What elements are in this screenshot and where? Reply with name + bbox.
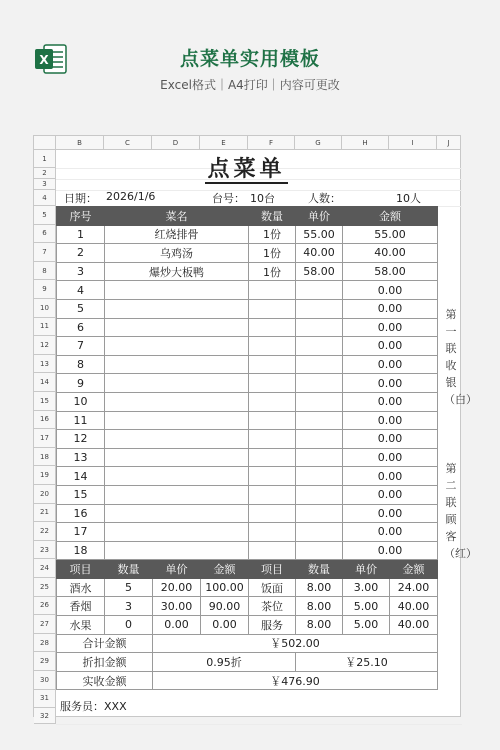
dish-quantity	[249, 541, 296, 560]
extra-value: 0.00	[153, 616, 201, 635]
total-value: ￥502.00	[153, 634, 438, 653]
dish-quantity	[249, 430, 296, 449]
dish-quantity	[249, 411, 296, 430]
row-header: 31	[34, 690, 56, 709]
dish-price	[296, 337, 343, 356]
extra-value: 24.00	[390, 578, 438, 597]
column-title: 数量	[249, 207, 296, 226]
row-header: 17	[34, 429, 56, 448]
dish-name	[105, 504, 249, 523]
column-header: G	[295, 136, 342, 150]
row-header: 15	[34, 392, 56, 411]
dish-amount: 0.00	[343, 374, 438, 393]
extras-header-row	[57, 560, 438, 579]
column-header: I	[389, 136, 437, 150]
menu-row	[57, 485, 438, 504]
item-number: 6	[57, 318, 105, 337]
dish-amount: 0.00	[343, 523, 438, 542]
item-number: 18	[57, 541, 105, 560]
dish-name	[105, 541, 249, 560]
total-row	[57, 634, 438, 653]
menu-row	[57, 392, 438, 411]
item-number: 17	[57, 523, 105, 542]
row-header: 9	[34, 280, 56, 299]
extra-value: 30.00	[153, 597, 201, 616]
item-number: 2	[57, 244, 105, 263]
menu-row	[57, 374, 438, 393]
dish-price	[296, 392, 343, 411]
dish-amount: 0.00	[343, 485, 438, 504]
dish-quantity	[249, 281, 296, 300]
dish-quantity	[249, 392, 296, 411]
row-header: 30	[34, 671, 56, 690]
dish-price: 55.00	[296, 225, 343, 244]
menu-row	[57, 299, 438, 318]
extra-value: 90.00	[201, 597, 249, 616]
column-header: F	[248, 136, 295, 150]
dish-quantity: 1份	[249, 225, 296, 244]
extra-item: 饭面	[249, 578, 296, 597]
column-title: 项目	[57, 560, 105, 579]
dish-name: 红烧排骨	[105, 225, 249, 244]
dish-price	[296, 318, 343, 337]
dish-amount: 40.00	[343, 244, 438, 263]
extra-item: 水果	[57, 616, 105, 635]
column-header: B	[56, 136, 104, 150]
sheet-corner	[34, 136, 56, 150]
extra-item: 香烟	[57, 597, 105, 616]
dish-price: 58.00	[296, 262, 343, 281]
extras-row	[57, 616, 438, 635]
menu-row	[57, 337, 438, 356]
page-subtitle: Excel格式｜A4打印｜内容可更改	[160, 78, 340, 92]
dish-amount: 0.00	[343, 411, 438, 430]
people-count-value: 10人	[396, 192, 421, 205]
extra-value: 3	[105, 597, 153, 616]
menu-row	[57, 262, 438, 281]
dish-amount: 0.00	[343, 504, 438, 523]
menu-row	[57, 448, 438, 467]
row-header: 14	[34, 373, 56, 392]
paid-label: 实收金额	[57, 671, 153, 690]
extra-value: 5	[105, 578, 153, 597]
dish-amount: 0.00	[343, 337, 438, 356]
dish-amount: 0.00	[343, 299, 438, 318]
menu-row	[57, 355, 438, 374]
row-header: 22	[34, 522, 56, 541]
dish-price	[296, 523, 343, 542]
menu-row	[57, 411, 438, 430]
paid-row	[57, 671, 438, 690]
extra-value: 8.00	[296, 578, 343, 597]
dish-price	[296, 430, 343, 449]
extra-value: 5.00	[343, 597, 390, 616]
row-header: 7	[34, 243, 56, 262]
menu-row	[57, 523, 438, 542]
table-number-label: 台号：	[212, 192, 245, 205]
dish-quantity	[249, 318, 296, 337]
column-title: 数量	[105, 560, 153, 579]
extra-item: 茶位	[249, 597, 296, 616]
paid-value: ￥476.90	[153, 671, 438, 690]
row-header: 21	[34, 504, 56, 523]
dish-name	[105, 374, 249, 393]
row-header: 13	[34, 355, 56, 374]
column-header: E	[200, 136, 248, 150]
row-header: 29	[34, 652, 56, 671]
menu-row	[57, 318, 438, 337]
row-header: 11	[34, 318, 56, 337]
row-header: 2	[34, 168, 56, 179]
extra-value: 40.00	[390, 616, 438, 635]
dish-name	[105, 392, 249, 411]
dish-quantity	[249, 504, 296, 523]
dish-amount: 0.00	[343, 430, 438, 449]
column-header: C	[104, 136, 152, 150]
dish-amount: 0.00	[343, 281, 438, 300]
dish-name	[105, 485, 249, 504]
column-title: 数量	[296, 560, 343, 579]
sheet-title: 点菜单	[207, 157, 286, 182]
dish-name	[105, 411, 249, 430]
item-number: 3	[57, 262, 105, 281]
extras-row	[57, 578, 438, 597]
item-number: 13	[57, 448, 105, 467]
row-header: 25	[34, 578, 56, 597]
dish-quantity	[249, 523, 296, 542]
dish-amount: 0.00	[343, 448, 438, 467]
side-note-copy2: 第二联顾客（红）	[444, 462, 477, 560]
row-header: 1	[34, 150, 56, 168]
row-header: 12	[34, 336, 56, 355]
column-header: H	[342, 136, 389, 150]
item-number: 9	[57, 374, 105, 393]
dish-quantity	[249, 485, 296, 504]
dish-name	[105, 355, 249, 374]
dish-price	[296, 374, 343, 393]
item-number: 14	[57, 467, 105, 486]
extra-value: 8.00	[296, 616, 343, 635]
dish-price	[296, 504, 343, 523]
dish-name: 乌鸡汤	[105, 244, 249, 263]
dish-name	[105, 448, 249, 467]
dish-name	[105, 337, 249, 356]
svg-text:X: X	[39, 53, 49, 67]
dish-name	[105, 281, 249, 300]
dish-quantity: 1份	[249, 244, 296, 263]
item-number: 4	[57, 281, 105, 300]
dish-price	[296, 448, 343, 467]
date-label: 日期：	[64, 192, 97, 205]
item-number: 8	[57, 355, 105, 374]
dish-amount: 55.00	[343, 225, 438, 244]
dish-amount: 0.00	[343, 467, 438, 486]
column-header: D	[152, 136, 200, 150]
total-label: 合计金额	[57, 634, 153, 653]
menu-row	[57, 281, 438, 300]
item-number: 1	[57, 225, 105, 244]
row-header: 10	[34, 299, 56, 318]
column-header: J	[437, 136, 461, 150]
menu-row	[57, 467, 438, 486]
dish-price: 40.00	[296, 244, 343, 263]
discount-label: 折扣金额	[57, 653, 153, 672]
dish-quantity	[249, 299, 296, 318]
dish-amount: 0.00	[343, 541, 438, 560]
dish-amount: 0.00	[343, 318, 438, 337]
column-title: 金额	[201, 560, 249, 579]
item-number: 7	[57, 337, 105, 356]
dish-name	[105, 523, 249, 542]
dish-quantity	[249, 467, 296, 486]
dish-quantity	[249, 337, 296, 356]
column-title: 单价	[296, 207, 343, 226]
extra-value: 0	[105, 616, 153, 635]
dish-amount: 0.00	[343, 392, 438, 411]
dish-price	[296, 281, 343, 300]
item-number: 15	[57, 485, 105, 504]
menu-header-row	[57, 207, 438, 226]
extra-value: 3.00	[343, 578, 390, 597]
row-header: 5	[34, 206, 56, 225]
row-header: 23	[34, 541, 56, 560]
menu-row	[57, 244, 438, 263]
dish-name: 爆炒大板鸭	[105, 262, 249, 281]
dish-quantity: 1份	[249, 262, 296, 281]
people-count-label: 人数：	[308, 192, 341, 205]
dish-quantity	[249, 374, 296, 393]
page-title: 点菜单实用模板	[179, 48, 320, 70]
dish-name	[105, 430, 249, 449]
menu-row	[57, 541, 438, 560]
row-header: 8	[34, 262, 56, 281]
row-header: 18	[34, 448, 56, 467]
extra-value: 20.00	[153, 578, 201, 597]
item-number: 16	[57, 504, 105, 523]
extra-item: 酒水	[57, 578, 105, 597]
menu-row	[57, 504, 438, 523]
extra-item: 服务	[249, 616, 296, 635]
row-header: 32	[34, 708, 56, 724]
dish-name	[105, 467, 249, 486]
column-title: 单价	[153, 560, 201, 579]
item-number: 5	[57, 299, 105, 318]
spreadsheet-preview	[33, 135, 477, 720]
column-title: 序号	[57, 207, 105, 226]
column-title: 金额	[343, 207, 438, 226]
menu-row	[57, 225, 438, 244]
extra-value: 0.00	[201, 616, 249, 635]
dish-price	[296, 355, 343, 374]
waiter-name: 服务员：XXX	[60, 700, 127, 713]
page-header	[0, 0, 500, 120]
extra-value: 40.00	[390, 597, 438, 616]
row-header: 19	[34, 466, 56, 485]
row-header: 26	[34, 597, 56, 616]
row-header: 27	[34, 615, 56, 634]
discount-rate: 0.95折	[153, 653, 296, 672]
item-number: 12	[57, 430, 105, 449]
row-header: 20	[34, 485, 56, 504]
column-title: 单价	[343, 560, 390, 579]
dish-price	[296, 411, 343, 430]
extra-value: 8.00	[296, 597, 343, 616]
column-title: 菜名	[105, 207, 249, 226]
discount-row	[57, 653, 438, 672]
item-number: 10	[57, 392, 105, 411]
dish-name	[105, 299, 249, 318]
extra-value: 5.00	[343, 616, 390, 635]
column-title: 项目	[249, 560, 296, 579]
table-number-value: 10台	[250, 192, 275, 205]
dish-price	[296, 485, 343, 504]
dish-quantity	[249, 355, 296, 374]
dish-amount: 58.00	[343, 262, 438, 281]
row-header: 16	[34, 411, 56, 430]
item-number: 11	[57, 411, 105, 430]
row-header: 3	[34, 179, 56, 190]
row-header: 24	[34, 559, 56, 578]
order-table	[56, 206, 438, 690]
dish-name	[105, 318, 249, 337]
extra-value: 100.00	[201, 578, 249, 597]
dish-quantity	[249, 448, 296, 467]
column-title: 金额	[390, 560, 438, 579]
side-note-copy1: 第一联收银（白）	[444, 308, 477, 406]
date-value: 2026/1/6	[106, 190, 156, 203]
row-header: 28	[34, 634, 56, 653]
menu-row	[57, 430, 438, 449]
dish-amount: 0.00	[343, 355, 438, 374]
extras-row	[57, 597, 438, 616]
dish-price	[296, 541, 343, 560]
dish-price	[296, 299, 343, 318]
row-header: 6	[34, 225, 56, 244]
dish-price	[296, 467, 343, 486]
discount-value: ￥25.10	[296, 653, 438, 672]
row-header: 4	[34, 190, 56, 206]
